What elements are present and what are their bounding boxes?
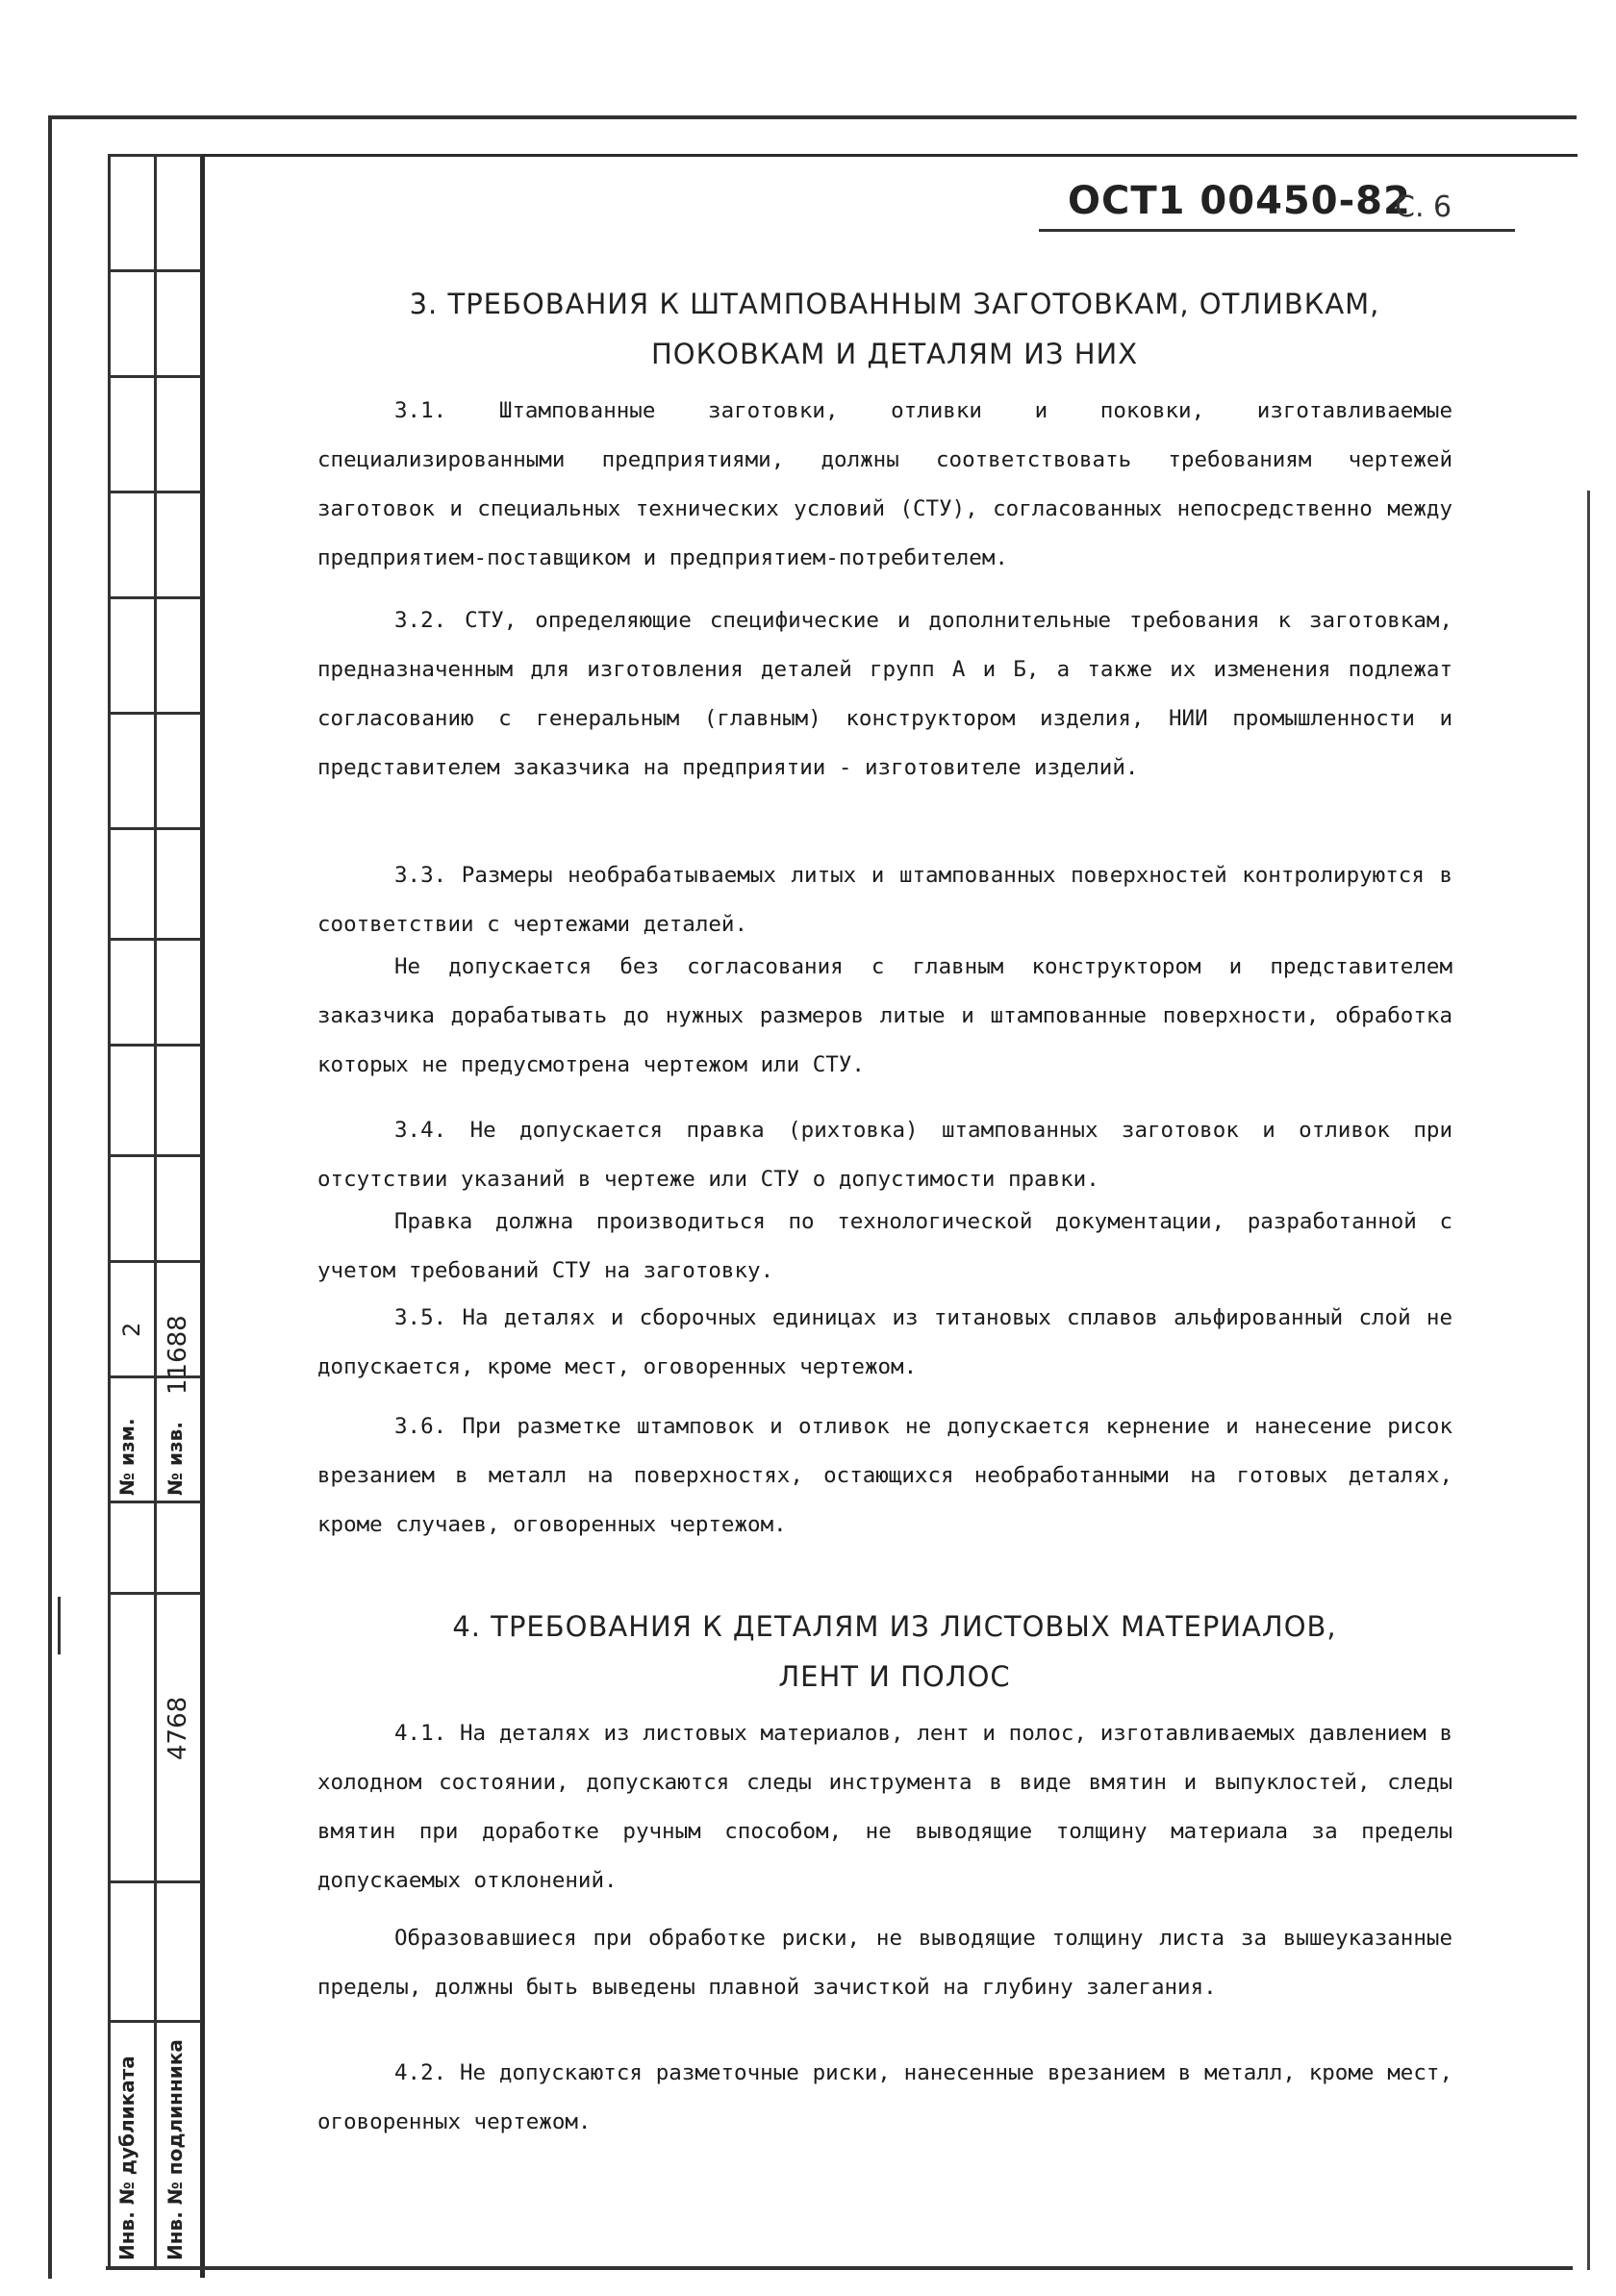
paragraph-4-1: 4.1. На деталях из листовых материалов, лент и полос, изготавливаемых давлением в холодном состоянии, допускаются следы инструмента в виде вмятин и выпуклостей, следы вмятин при доработке ручным способом, не выводящие толщину материала за пределы допускаемых отклонений. xyxy=(317,1721,1452,1893)
margin-row-line xyxy=(108,1592,202,1595)
margin-row-line xyxy=(108,269,202,272)
margin-row-line xyxy=(108,1880,202,1883)
paragraph-4-2: 4.2. Не допускаются разметочные риски, нанесенные врезанием в металл, кроме мест, оговоренных чертежом. xyxy=(317,2060,1452,2134)
margin-row-line xyxy=(108,1260,202,1263)
left-edge-mark xyxy=(58,1597,61,1654)
heading-line: ЛЕНТ И ПОЛОС xyxy=(778,1660,1011,1693)
document-code: ОСТ1 00450-82 xyxy=(1068,179,1411,223)
margin-row-line xyxy=(108,2020,202,2023)
paragraph-3-1: 3.1. Штампованные заготовки, отливки и поковки, изготавливаемые специализированными предприятиями, должны соответствовать требованиям чертежей заготовок и специальных технических условий (СТУ), согласованных непосредственно между предприятием-поставщиком и предприятием-потребителем. xyxy=(317,398,1452,570)
paragraph-3-3-cont: Не допускается без согласования с главным конструктором и представителем заказчика дорабатывать до нужных размеров литые и штампованные поверхности, обработка которых не предусмотрена чертежом или СТУ. xyxy=(317,954,1452,1077)
margin-row-line xyxy=(108,1154,202,1157)
margin-row-line xyxy=(108,375,202,378)
paragraph-3-6: 3.6. При разметке штамповок и отливок не допускается кернение и нанесение рисок врезанием в металл на поверхностях, остающихся необработанными на готовых деталях, кроме случаев, оговоренных чертежом. xyxy=(317,1414,1452,1537)
margin-row-line xyxy=(108,491,202,493)
section-4-heading xyxy=(317,1602,1472,1702)
paragraph-3-4-cont: Правка должна производиться по технологической документации, разработанной с учетом требований СТУ на заготовку. xyxy=(317,1209,1452,1283)
change-no-value: 2 xyxy=(118,1322,145,1337)
right-edge-line xyxy=(1587,491,1590,2270)
paragraph-3-5: 3.5. На деталях и сборочных единицах из титановых сплавов альфированный слой не допускается, кроме мест, оговоренных чертежом. xyxy=(317,1305,1452,1379)
duplicate-inv-label: Инв. № дубликата xyxy=(115,2056,139,2260)
margin-row-line xyxy=(108,1044,202,1047)
margin-row-line xyxy=(108,154,202,157)
margin-row-line xyxy=(108,596,202,599)
page-number: С. 6 xyxy=(1395,190,1452,224)
notice-no-label: № изв. xyxy=(164,1422,187,1496)
margin-row-line xyxy=(108,938,202,941)
frame-bottom-rule xyxy=(106,2266,1573,2270)
heading-line: ПОКОВКАМ И ДЕТАЛЯМ ИЗ НИХ xyxy=(650,338,1139,370)
inv-no-value: 4768 xyxy=(164,1696,192,1760)
heading-line: 3. ТРЕБОВАНИЯ К ШТАМПОВАННЫМ ЗАГОТОВКАМ, ОТЛИВКАМ, xyxy=(409,288,1380,320)
paragraph-4-1-cont: Образовавшиеся при обработке риски, не выводящие толщину листа за вышеуказанные пределы, должны быть выведены плавной зачисткой на глубину залегания. xyxy=(317,1926,1452,2000)
margin-column-line xyxy=(108,154,111,2270)
heading-line: 4. ТРЕБОВАНИЯ К ДЕТАЛЯМ ИЗ ЛИСТОВЫХ МАТЕРИАЛОВ, xyxy=(452,1610,1337,1643)
paragraph-3-4: 3.4. Не допускается правка (рихтовка) штампованных заготовок и отливок при отсутствии указаний в чертеже или СТУ о допустимости правки. xyxy=(317,1118,1452,1192)
paragraph-3-2: 3.2. СТУ, определяющие специфические и дополнительные требования к заготовкам, предназначенным для изготовления деталей групп А и Б, а также их изменения подлежат согласованию с генеральным (главным) конструктором изделия, НИИ промышленности и представителем заказчика на предприятии - изготовителе изделий. xyxy=(317,608,1452,780)
margin-row-line xyxy=(108,1501,202,1503)
margin-row-line xyxy=(108,712,202,715)
paragraph-3-3: 3.3. Размеры необрабатываемых литых и штампованных поверхностей контролируются в соответствии с чертежами деталей. xyxy=(317,863,1452,937)
margin-column-line xyxy=(154,154,157,2270)
change-no-label: № изм. xyxy=(115,1418,139,1496)
header-underline xyxy=(1039,229,1515,232)
margin-row-line xyxy=(108,827,202,830)
section-3-heading xyxy=(317,279,1472,379)
original-inv-label: Инв. № подлинника xyxy=(164,2039,187,2260)
notice-no-value: 11688 xyxy=(164,1315,192,1395)
